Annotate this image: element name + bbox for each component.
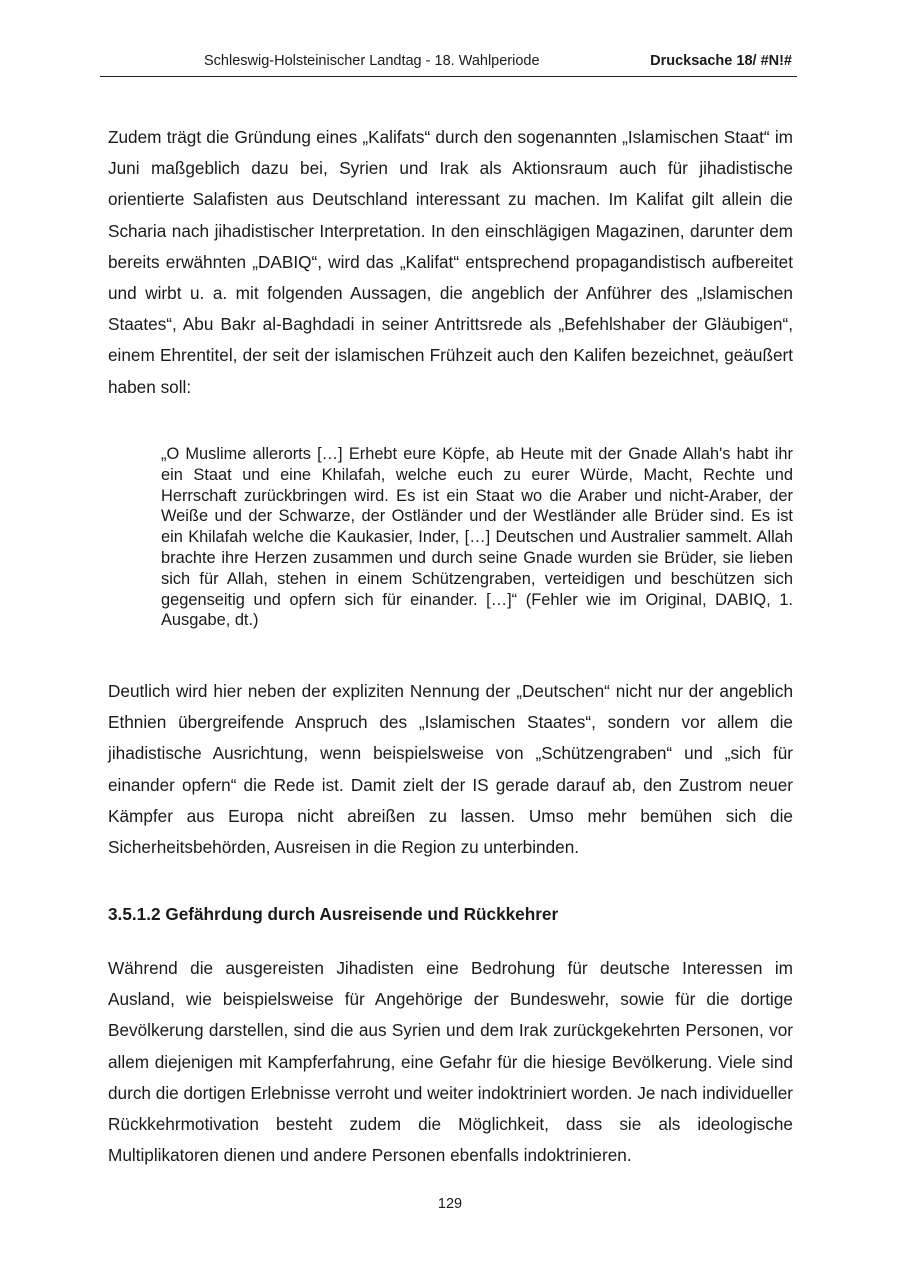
header-title: Schleswig-Holsteinischer Landtag - 18. Wahlperiode [204,53,540,69]
page-number: 129 [437,1196,463,1212]
body-paragraph-3: Während die ausgereisten Jihadisten eine Bedrohung für deutsche Interessen im Ausland, wie beispielsweise für Angehörige der Bundeswehr, sowie für die dortige Bevölkerung darstellen, sind die aus Syrien und dem Irak zurückgekehrten Personen, vor allem diejenigen mit Kampferfahrung, eine Gefahr für die hiesige Bevölkerung. Viele sind durch die dortigen Erlebnisse verroht und weiter indoktriniert worden. Je nach individueller Rückkehrmotivation besteht zudem die Möglichkeit, dass sie als ideologische Multiplikatoren dienen und andere Personen ebenfalls indoktrinieren. [108,958,794,1166]
section-heading: 3.5.1.2 Gefährdung durch Ausreisende und Rückkehrer [108,904,559,924]
block-quote: „O Muslime allerorts […] Erhebt eure Köpfe, ab Heute mit der Gnade Allah's habt ihr ein Staat und eine Khilafah, welche euch zu eurer Würde, Macht, Rechte und Herrschaft zurückbringen wird. Es ist ein Staat wo die Araber und nicht-Araber, der Weiße und der Schwarze, der Ostländer und der Westländer alle Brüder sind. Es ist ein Khilafah welche die Kaukasier, Inder, […] Deutschen und Australier sammelt. Allah brachte ihre Herzen zusammen und durch seine Gnade wurden sie Brüder, sie lieben sich für Allah, stehen in einem Schützengraben, verteidigen und beschützen sich gegenseitig und opfern sich für einander. […]“ (Fehler wie im Original, DABIQ, 1. Ausgabe, dt.) [161,445,793,630]
body-paragraph-2: Deutlich wird hier neben der expliziten Nennung der „Deutschen“ nicht nur der angeblich Ethnien übergreifende Anspruch des „Islamischen Staates“, sondern vor allem die jihadistische Ausrichtung, wenn beispielsweise von „Schützengraben“ und „sich für einander opfern“ die Rede ist. Damit zielt der IS gerade darauf ab, den Zustrom neuer Kämpfer aus Europa nicht abreißen zu lassen. Umso mehr bemühen sich die Sicherheitsbehörden, Ausreisen in die Region zu unterbinden. [108,681,793,858]
body-paragraph-1: Zudem trägt die Gründung eines „Kalifats“ durch den sogenannten „Islamischen Staat“ im Juni maßgeblich dazu bei, Syrien und Irak als Aktionsraum auch für jihadistische orientierte Salafisten aus Deutschland interessant zu machen. Im Kalifat gilt allein die Scharia nach jihadistischer Interpretation. In den einschlägigen Magazinen, darunter dem bereits erwähnten „DABIQ“, wird das „Kalifat“ entsprechend propagandistisch aufbereitet und wirbt u. a. mit folgenden Aussagen, die angeblich der Anführer des „Islamischen Staates“, Abu Bakr al-Baghdadi in seiner Antrittsrede als „Befehlshaber der Gläubigen“, einem Ehrentitel, der seit der islamischen Frühzeit auch den Kalifen bezeichnet, geäußert haben soll: [108,127,793,397]
page-header [100,44,797,77]
header-doc-number: Drucksache 18/ #N!# [650,53,792,69]
